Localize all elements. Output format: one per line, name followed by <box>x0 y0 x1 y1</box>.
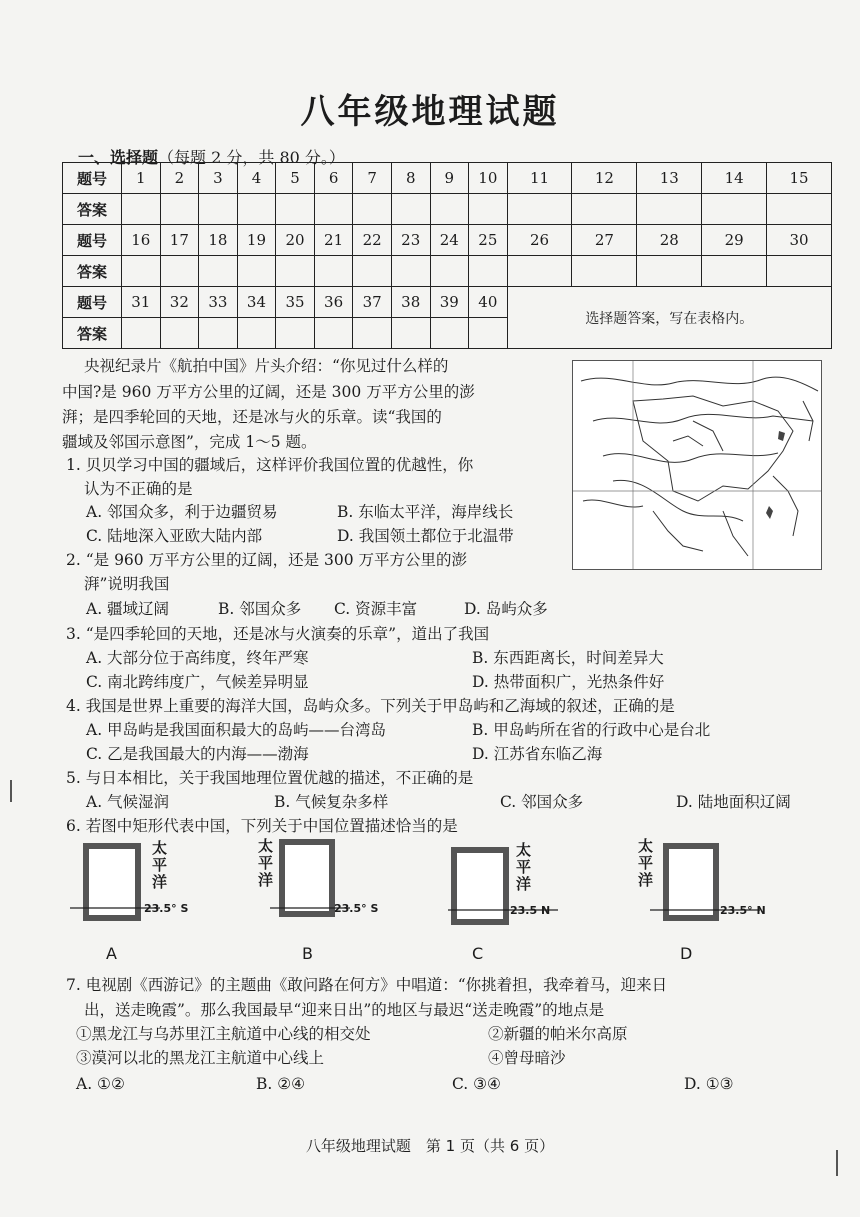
section-heading: 一、选择题（每题 2 分，共 80 分。） <box>78 148 345 167</box>
question-4: 4. 我国是世界上重要的海洋大国，岛屿众多。下列关于甲岛屿和乙海域的叙述，正确的是 <box>66 697 675 715</box>
option-4c: C. 乙是我国最大的内海——渤海 <box>86 745 309 763</box>
q7-item-2: ②新疆的帕米尔高原 <box>488 1025 628 1043</box>
question-7-cont: 出，送走晚霞”。那么我国最早“迎来日出”的地区与最迟“送走晚霞”的地点是 <box>84 1001 605 1019</box>
q7-item-3: ③漠河以北的黑龙江主航道中心线上 <box>76 1049 325 1067</box>
option-7d: D. ①③ <box>684 1075 734 1093</box>
ocean-label: 太平洋 <box>516 841 532 893</box>
intro-line: 中国?是 960 万平方公里的辽阔，还是 300 万平方公里的澎 <box>62 383 475 401</box>
page-footer: 八年级地理试题 第 1 页（共 6 页） <box>305 1137 555 1155</box>
question-6: 6. 若图中矩形代表中国，下列关于中国位置描述恰当的是 <box>66 817 458 835</box>
ocean-label: 太平洋 <box>152 839 168 891</box>
option-1d: D. 我国领土都位于北温带 <box>337 527 514 545</box>
latitude-label: 23.5° N <box>720 904 766 917</box>
option-6a: A <box>106 944 117 963</box>
table-row: 题号 16 17 18 19 20 21 22 23 24 25 26 27 28 29 30 <box>63 225 832 256</box>
option-7c: C. ③④ <box>452 1075 501 1093</box>
map-graphic <box>573 361 821 569</box>
page-title: 八年级地理试题 <box>300 92 560 132</box>
option-6d-figure <box>630 838 800 928</box>
china-neighbors-map <box>572 360 822 570</box>
table-row: 答案 <box>63 318 832 349</box>
option-5d: D. 陆地面积辽阔 <box>676 793 791 811</box>
option-5a: A. 气候湿润 <box>86 793 170 811</box>
option-4a: A. 甲岛屿是我国面积最大的岛屿——台湾岛 <box>86 721 387 739</box>
intro-line: 疆域及邻国示意图”，完成 1～5 题。 <box>62 433 317 451</box>
option-1c: C. 陆地深入亚欧大陆内部 <box>86 527 263 545</box>
table-note: 选择题答案，写在表格内。 <box>507 287 831 349</box>
option-2b: B. 邻国众多 <box>218 600 302 618</box>
option-4d: D. 江苏省东临乙海 <box>472 745 603 763</box>
latitude-label: 23.5° S <box>144 902 189 915</box>
option-4b: B. 甲岛屿所在省的行政中心是台北 <box>472 721 711 739</box>
option-6c: C <box>472 944 484 963</box>
ocean-label: 太平洋 <box>638 837 654 889</box>
question-1: 1. 贝贝学习中国的疆域后，这样评价我国位置的优越性，你 <box>66 456 474 474</box>
option-1b: B. 东临太平洋，海岸线长 <box>337 503 514 521</box>
option-6a-figure <box>70 838 240 928</box>
intro-line: 湃；是四季轮回的天地，还是冰与火的乐章。读“我国的 <box>62 408 442 426</box>
option-2d: D. 岛屿众多 <box>464 600 548 618</box>
option-3a: A. 大部分位于高纬度，终年严寒 <box>86 649 309 667</box>
intro-line: 央视纪录片《航拍中国》片头介绍：“你见过什么样的 <box>84 357 449 375</box>
q7-item-1: ①黑龙江与乌苏里江主航道中心线的相交处 <box>76 1025 371 1043</box>
answer-cell[interactable] <box>122 194 161 225</box>
option-1a: A. 邻国众多，利于边疆贸易 <box>86 503 278 521</box>
option-2a: A. 疆域辽阔 <box>86 600 170 618</box>
answer-table <box>62 162 832 349</box>
ocean-label: 太平洋 <box>258 837 274 889</box>
latitude-label: 23.5° S <box>334 902 379 915</box>
option-3b: B. 东西距离长，时间差异大 <box>472 649 664 667</box>
option-5b: B. 气候复杂多样 <box>274 793 389 811</box>
table-row: 答案 <box>63 256 832 287</box>
option-3d: D. 热带面积广，光热条件好 <box>472 673 665 691</box>
scan-mark <box>836 1150 838 1176</box>
option-6c-figure <box>448 838 618 928</box>
question-2-cont: 湃”说明我国 <box>84 575 170 593</box>
question-2: 2. “是 960 万平方公里的辽阔，还是 300 万平方公里的澎 <box>66 551 468 569</box>
question-1-cont: 认为不正确的是 <box>84 480 193 498</box>
option-6b: B <box>302 944 313 963</box>
question-5: 5. 与日本相比，关于我国地理位置优越的描述，不正确的是 <box>66 769 474 787</box>
latitude-label: 23.5 N <box>510 904 551 917</box>
table-row: 题号 31 32 33 34 35 36 37 38 39 40 选择题答案，写在表格内。 <box>63 287 832 318</box>
table-row: 答案 <box>63 194 832 225</box>
option-6d: D <box>680 944 693 963</box>
option-7a: A. ①② <box>76 1075 125 1093</box>
option-5c: C. 邻国众多 <box>500 793 584 811</box>
option-6b-figure <box>250 838 420 928</box>
q7-item-4: ④曾母暗沙 <box>488 1049 566 1067</box>
option-7b: B. ②④ <box>256 1075 306 1093</box>
option-2c: C. 资源丰富 <box>334 600 418 618</box>
question-7: 7. 电视剧《西游记》的主题曲《敢问路在何方》中唱道：“你挑着担，我牵着马，迎来日 <box>66 976 668 994</box>
option-3c: C. 南北跨纬度广，气候差异明显 <box>86 673 309 691</box>
question-3: 3. “是四季轮回的天地，还是冰与火演奏的乐章”，道出了我国 <box>66 625 490 643</box>
table-row: 题号 1 2 3 4 5 6 7 8 9 10 11 12 13 14 15 <box>63 163 832 194</box>
scan-mark <box>10 780 12 802</box>
